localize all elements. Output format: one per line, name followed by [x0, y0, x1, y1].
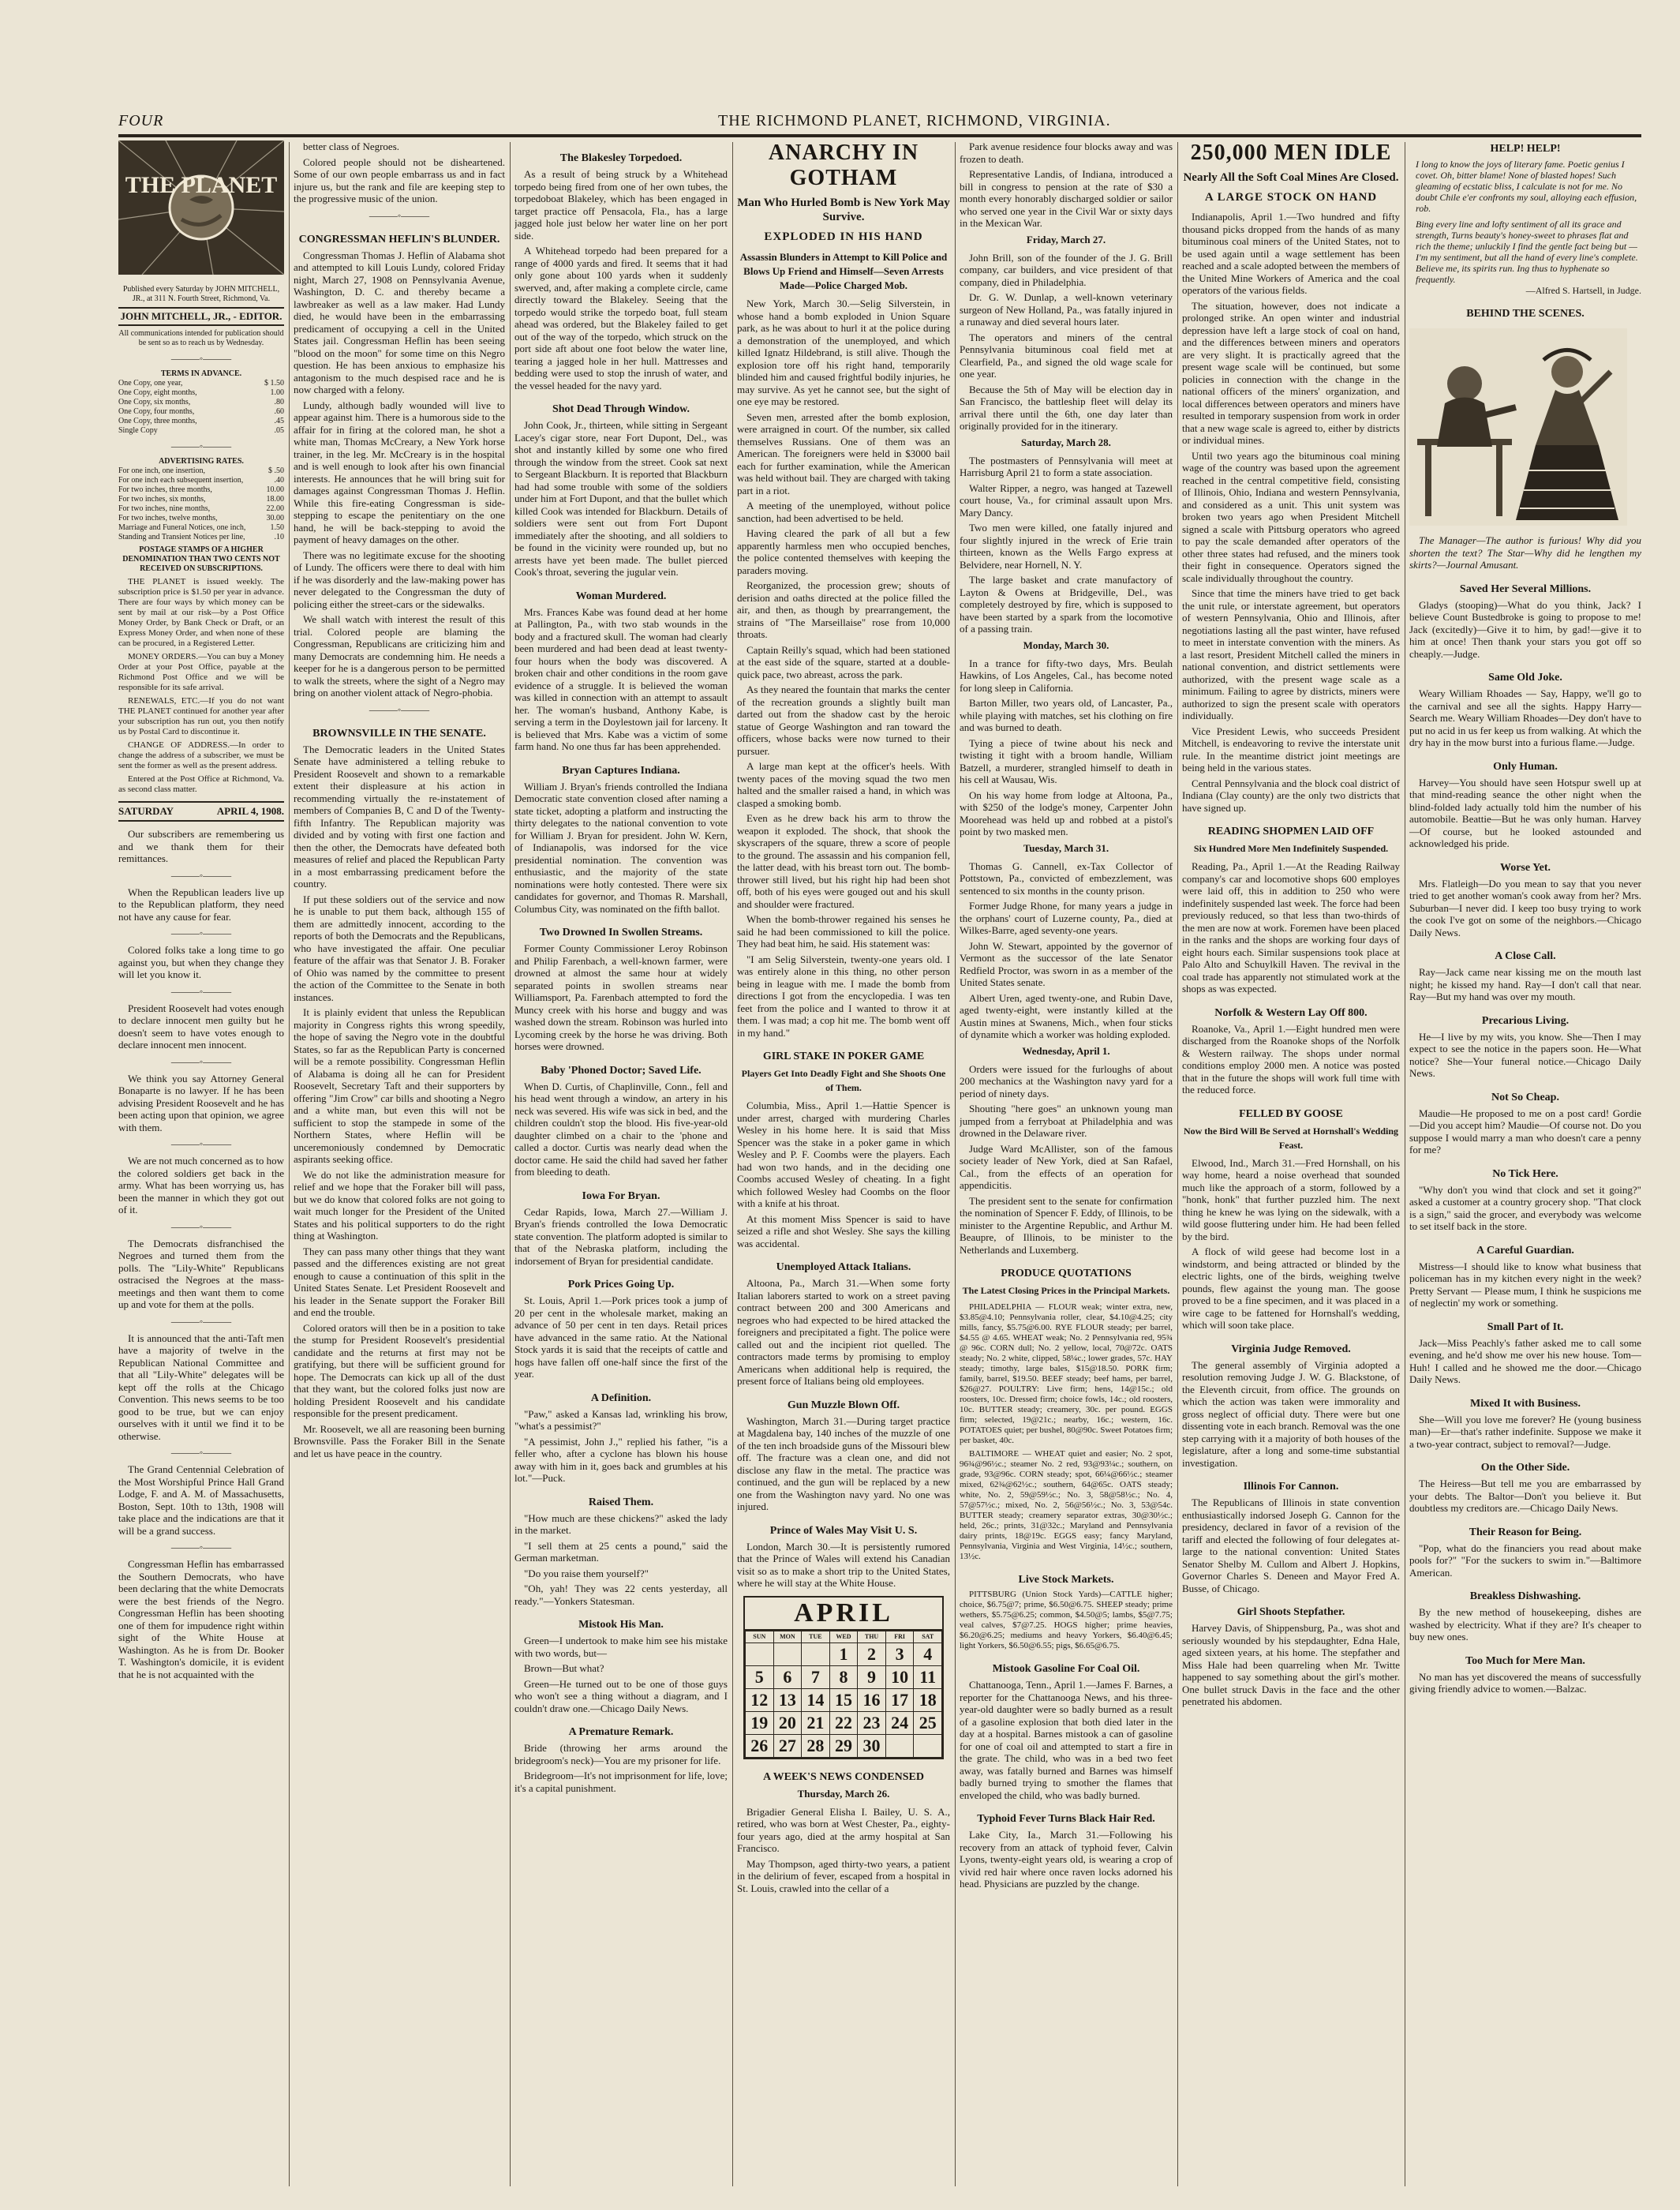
article-paragraph: The president sent to the senate for confirmation the nomination of Spencer F. Eddy, of Illinois, to be minister to the Argentine Republic, and Arthur M. Beaupre, of Illinois, to be minister to the Netherlands and Luxemberg.: [960, 1194, 1173, 1256]
article-headline: FELLED BY GOOSE: [1239, 1107, 1343, 1120]
april-calendar: [743, 1596, 944, 1759]
article-paragraph: Since that time the miners have tried to get back the unit rule, or interstate agreement, but operators of western Pennsylvania, Ohio and Illinois, after negotiations lasting all the past winter, have refused to meet in interstate convention with the miners. As a last resort, President Mitchell called the miners in national convention, and district settlements were authorized, with the present wage scale as a minimum. Failing to agree by districts, miners were authorized to sign the present scale with operators individually.: [1182, 587, 1400, 721]
calendar-week: 1 2 3 4: [746, 1643, 942, 1665]
article-headline: Norfolk & Western Lay Off 800.: [1214, 1006, 1368, 1019]
editor-line: JOHN MITCHELL, JR., - EDITOR.: [118, 307, 284, 326]
editorial-paragraph: The Grand Centennial Celebration of the Most Worshipful Prince Hall Grand Lodge, F. and A. M. of Massachusetts, Boston, Sept. 10th to 13th, 1908 will take place and the indications are that it will be a grand success.: [118, 1463, 284, 1537]
article-headline: Iowa For Bryan.: [582, 1189, 660, 1202]
article-paragraph: Reorganized, the procession grew; shouts of derision and oaths directed at the police filled the air, and then, as though by prearrangement, the strains of "The Marseillaise" rose from 10,000 throats.: [737, 579, 950, 640]
joke-text: Mrs. Flatleigh—Do you mean to say that you never tried to get another woman's cook away from her? Mrs. Suburban—I never did. I keep too busy trying to work the cook I've got on some of the neighbors.—Chicago Daily News.: [1409, 877, 1641, 938]
article-paragraph: Colored people should not be disheartened. Some of our own people embarrass us and in fact injure us, but the rank and file are keeping step to the progressive music of the union.: [294, 155, 505, 204]
column-rule: [289, 142, 290, 2186]
lead-headline: 250,000 MEN IDLE: [1190, 140, 1392, 165]
editorial-paragraph: We are not much concerned as to how the colored soldiers get back in the army. What has been worrying us, has been the manner in which they got out of it.: [118, 1155, 284, 1216]
article-headline: READING SHOPMEN LAID OFF: [1207, 826, 1375, 837]
market-paragraph: PHILADELPHIA — FLOUR weak; winter extra, new, $3.85@4.10; Pennsylvania roller, clear, $4.10@4.25; city mills, fancy, $5.75@6.00. RYE FLOUR steady; per barrel, $4.55 @ 4.65. WHEAT weak; No. 2 Pennsylvania red, 95¾ @ 96c. CORN dull; No. 2 yellow, local, 70@72c. OATS steady; No. 2 white, clipped, 58¼c.; lower grades, 57c. HAY steady; timothy, large bales, $15@18.50. PORK firm; family, barrel, $19.50. BEEF steady; beef hams, per barrel, $26@27. POULTRY: Live firm; hens, 14@15c.; old roosters, 10c. Dressed firm; choice fowls, 14c.; old roosters, 10c. BUTTER steady; creamery, 30c. per pound. EGGS firm; selected, 19@21c.; nearby, 16c.; western, 16c. POTATOES quiet; per bushel, 80@90c. Sweet Potatoes firm; per basket, 40c.: [960, 1302, 1173, 1445]
article-paragraph: Tying a piece of twine about his neck and twisting it tight with a broom handle, William Batzell, a murderer, strangled himself to death in his cell at Wausau, Wis.: [960, 736, 1173, 785]
article-headline: Illinois For Cannon.: [1243, 1481, 1339, 1493]
article-paragraph: A meeting of the unemployed, without police sanction, had been advertised to be held.: [737, 500, 950, 524]
article-headline: Live Stock Markets.: [1018, 1574, 1114, 1586]
article-headline: Gun Muzzle Blown Off.: [787, 1399, 900, 1411]
joke-text: The Heiress—But tell me you are embarrassed by your debts. The Baltor—Don't you believe it. But doubtless my creditors are.—Chicago Daily News.: [1409, 1478, 1641, 1514]
advertising-heading: ADVERTISING RATES.: [159, 457, 244, 466]
article-paragraph: Barton Miller, two years old, of Lancaster, Pa., while playing with matches, set his clothing on fire and was burned to death.: [960, 697, 1173, 733]
joke-text: Mistress—I should like to know what business that policeman has in my kitchen every night in the week? Pretty Servant — Please mum, I think he suspicions me of neglectin' my work or something.: [1409, 1260, 1641, 1309]
article-paragraph: The postmasters of Pennsylvania will meet at Harrisburg April 21 to form a state association.: [960, 454, 1173, 478]
lead-headline: ANARCHY IN GOTHAM: [768, 140, 919, 190]
article-paragraph: The general assembly of Virginia adopted a resolution removing Judge J. W. G. Blackstone, of the Eleventh circuit, from office. The grounds on which the action was taken were immorality and gross neglect of official duty. There were but one dissenting vote in each branch. Removal was the one step carrying with it a majority of both houses of the legislature, after a long and some-time substantial investigation.: [1182, 1358, 1400, 1469]
article-headline: GIRL STAKE IN POKER GAME: [762, 1051, 925, 1062]
joke-text: He—I live by my wits, you know. She—Then I may expect to see the notice in the papers soon. He—What notice? She—Your funeral notice.—Chicago Daily News.: [1409, 1030, 1641, 1079]
terms-row: One Copy, three months, .45: [118, 417, 284, 425]
article-headline: Virginia Judge Removed.: [1231, 1343, 1351, 1355]
article-paragraph: They can pass many other things that they want passed and the differences existing are not great enough to cause a continuation of this split in the United States Senate. Let President Roosevelt and his leader in the Senate support the Foraker Bill and end the trouble.: [294, 1245, 505, 1318]
editorial-paragraph: Colored folks take a long time to go against you, but when they change they will let you know it.: [118, 944, 284, 980]
page-number: FOUR: [118, 112, 164, 129]
column-5: [960, 140, 1173, 2193]
date-subhead: Wednesday, April 1.: [1022, 1044, 1110, 1057]
article-headline: Girl Shoots Stepfather.: [1237, 1606, 1345, 1618]
article-headline: BEHIND THE SCENES.: [1466, 308, 1585, 320]
calendar-week: 5 6 7 8 9 10 11: [746, 1665, 942, 1688]
article-paragraph: Former Judge Rhone, for many years a judge in the orphans' court of Luzerne county, Pa., died at Wilkes-Barre, aged seventy-one years.: [960, 900, 1173, 936]
calendar-week: 26 27 28 29 30: [746, 1734, 942, 1757]
advertising-row: Marriage and Funeral Notices, one inch, 1.50: [118, 523, 284, 532]
joke-headline: Only Human.: [1493, 760, 1558, 773]
joke-headline: Small Part of It.: [1487, 1320, 1564, 1333]
terms-row: One Copy, six months, .80: [118, 398, 284, 406]
joke-text: No man has yet discovered the means of successfully giving friendly advice to women.—Balzac.: [1409, 1670, 1641, 1695]
article-paragraph: Congressman Thomas J. Heflin of Alabama shot and attempted to kill Louis Lundy, colored Friday night, March 27, 1908 on Pennsylvania Avenue, Washington, D. C. and thereby became a lawbreaker as well as a law maker. Had Lundy died, he would have been in the embarrassing predicament of occupying a cell in the United States jail. Congressman Heflin has been seeing "blood on the moon" for some time on this Negro question. He has been anxious to emphasize his antagonism to the much despised race and he is now charged with a felony.: [294, 249, 505, 395]
article-paragraph: Brigadier General Elisha I. Bailey, U. S. A., retired, who was born at West Chester, Pa., eighty-four years ago, died at the army hospital at San Francisco.: [737, 1805, 950, 1854]
article-paragraph: John Cook, Jr., thirteen, while sitting in Sergeant Lacey's cigar store, near Fort Dupont, Del., was shot and instantly killed by some one who fired through the window from the street. Cook sat next to Sergeant Blackburn. It is reported that Blackburn had had some trouble with some of the soldiers under him at Fort Dupont, and that the bullet which killed Cook was intended for Blackburn. Details of soldiers were sent out from Fort Dupont immediately after the shooting, and all soldiers to be found in the vicinity were rounded up, but no arrests have yet been made. The bullet pierced Cook's throat, severing the jugular vein.: [514, 419, 728, 578]
terms-heading: TERMS IN ADVANCE.: [160, 369, 242, 378]
notice-paragraph: THE PLANET is issued weekly. The subscription price is $1.50 per year in advance. There are four ways by which money can be sent by mail at our risk—by a Post Office Money Order, by Bank Check or Draft, or an Express Money Order, and when none of these can be procured, in a Registered Letter.: [118, 577, 284, 648]
article-headline: A Premature Remark.: [568, 1726, 674, 1738]
market-paragraph: BALTIMORE — WHEAT quiet and easier; No. 2 spot, 96¾@96½c.; steamer No. 2 red, 93@93¼c.; southern, on grade, 93@96c. CORN steady; spot, 66¼@66½c.; steamer mixed, 62¾@62½c.; southern, 64@65c. OATS steady; white, No. 2, 59@59½c.; No. 3, 58@58½c.; No. 4, 57@57½c.; mixed, No. 2, 56@56½c.; No. 3, 53@54c. BUTTER steady; creamery separator extras, 30@30½c.; held, 26c.; prints, 31@32c.; Maryland and Pennsylvania dairy prints, 18@19c. EGGS easy; fancy Maryland, Pennsylvania, Virginia and West Virginia, 14½c.; southern, 13½c.: [960, 1449, 1173, 1561]
editorial-paragraph: The Democrats disfranchised the Negroes and turned them from the polls. The "Lily-White" Republicans ostracised the Negroes at the mass-meetings and then want them to come up and vote for them at the polls.: [118, 1237, 284, 1310]
article-paragraph: May Thompson, aged thirty-two years, a patient in the delirium of fever, escaped from a hospital in St. Louis, crawled into the cellar of a: [737, 1857, 950, 1894]
joke-text: Weary William Rhoades — Say, Happy, we'll go to the carnival and see all the sights. Happy Harry—Search me. Weary William Rhoades—Dey don't have to put no acid in us fer keep us from walking. At which the dry hay in the mow burst into a furious flame.—Judge.: [1409, 687, 1641, 748]
article-paragraph: A large man kept at the officer's heels. With twenty paces of the moving squad the two men halted and the smaller raised a hand, in which was clasped a smoking bomb.: [737, 760, 950, 809]
column-1: THE PLANET Published every Saturday by JOHN MITCHELL, JR., at 311 N. Fourth Street, Richmond, Va. JOHN MITCHELL, JR., - EDITOR. All communications intended for publication should be sent so as to reach us by Wednesday. ———◦——— TERMS IN ADVANCE. One Copy, one year, $ 1.50 One Copy, eight months, 1.00 One Copy, six months, .80 One Copy, four months, .60 One Copy, three months, .45 Single Copy .05 ———◦——— ADVERTISING RATES. For one inch, one insertion, $ .50 For one inch each subsequent insertion, .40 For two inches, three months, 10.00 For two inches, six months, 18.00 For two inches, nine months, 22.00 For two inches, twelve months, 30.00 Marriage and Funeral Notices, one inch, 1.50 Standing and Transient Notices per line, .10 POSTAGE STAMPS OF A HIGHER DENOMINATION THAN TWO CENTS NOT RECEIVED ON SUBSCRIPTIONS. THE PLANET is issued weekly. The subscription price is $1.50 per year in advance. There are four ways by which money can be sent by mail at our risk—by a Post Office Money Order, by Bank Check or Draft, or an Express Money Order, and when none of these can be procured, in a Registered Letter. MONEY ORDERS.—You can buy a Money Order at your Post Office, payable at the Richmond Post Office and we will be responsible for its safe arrival. RENEWALS, ETC.—If you do not want THE PLANET continued for another year after your subscription has run out, you then notify us by Postal Card to discontinue it. CHANGE OF ADDRESS.—In order to change the address of a subscriber, we must be sent the former as well as the present address. Entered at the Post Office at Richmond, Va. as second class matter. SATURDAY APRIL 4, 1908. Our subscribers are remembering us and we thank them for their remittances. ———◦——— When the Republican leaders live up to the Republican platform, they need not have any cause for fear. ———◦——— Colored folks take a long time to go against you, but when they change they will let you know it. ———◦——— President Roosevelt had votes enough to declare innocent men guilty but he doesn't seem to have votes enough to declare innocent men innocent. ———◦——— We think you say Attorney General Bonaparte is no lawyer. If he has been advising President Roosevelt and he has been acting upon that opinion, we agree with them. ———◦——— We are not much concerned as to how the colored soldiers get back in the army. What has been worrying us, has been the manner in which they got out of it. ———◦——— The Democrats disfranchised the Negroes and turned them from the polls. The "Lily-White" Republicans ostracised the Negroes at the mass-meetings and then want them to come up and vote for them at the polls. ———◦——— It is announced that the anti-Taft men have a majority of twelve in the Republican National Committee and that all "Lily-White" delegates will be kept off the rolls at the Chicago Convention. This news seems to be too good to be true, but we can enjoy ourselves with it until we find it to be otherwise. ———◦——— The Grand Centennial Celebration of the Most Worshipful Prince Hall Grand Lodge, F. and A. M. of Massachusetts, Boston, Sept. 10th to 13th, 1908 will take place and the indications are that it will be a grand success. ———◦——— Congressman Heflin has embarrassed the Southern Democrats, who have been declaring that the white Democrats were the best friends of the Negro. Congressman Heflin has been shooting one of them for impudence right within sight of the White House at Washington. As he is from Dr. Booker T. Washington's domicile, it is evident that he is not acquainted with the: [118, 140, 284, 2193]
column-6: [1182, 140, 1400, 2193]
article-paragraph: Representative Landis, of Indiana, introduced a bill in congress to pension at the rate of $30 a month every honorably discharged soldier or sailor who served one year in the Civil War or sixty days in the Mexican War.: [960, 168, 1173, 229]
article-paragraph: Brown—But what?: [524, 1662, 604, 1674]
advertising-table: [118, 457, 284, 542]
column-7: [1409, 140, 1641, 2193]
article-headline: Unemployed Attack Italians.: [776, 1261, 911, 1273]
joke-text: Maudie—He proposed to me on a post card! Gordie—Did you accept him? Maudie—Of course not. Do you suppose I would marry a man who doesn't care a penny for me?: [1409, 1107, 1641, 1156]
article-paragraph: When the bomb-thrower regained his senses he said he had been commissioned to kill the police. They had beat him, he said. His statement was:: [737, 913, 950, 950]
advertising-row: For two inches, nine months, 22.00: [118, 504, 284, 513]
column-4: [737, 140, 950, 2193]
joke-headline: Worse Yet.: [1499, 861, 1551, 874]
article-paragraph: Dr. G. W. Dunlap, a well-known veterinary surgeon of New Holland, Pa., was fatally injured in a runaway and died several hours later.: [960, 291, 1173, 328]
headline-deck: Man Who Hurled Bomb is New York May Survive.: [737, 197, 950, 223]
date-subhead: Monday, March 30.: [1023, 639, 1109, 651]
article-paragraph: Lake City, Ia., March 31.—Following his recovery from an attack of typhoid fever, Calvin Lyons, twenty-eight years old, is wearing a crop of vivid red hair where once raven locks adorned his head. Physicians are puzzled by the change.: [960, 1829, 1173, 1890]
article-paragraph: Washington, March 31.—During target practice at Magdalena bay, 140 inches of the muzzle of one of the ten inch broadside guns of the Missouri blew off. The fracture was a clean one, and did not disclose any flaw in the metal. The practice was continued, and the gun will be replaced by a new one from the Washington navy yard. No one was injured.: [737, 1414, 950, 1512]
article-headline: Woman Murdered.: [575, 590, 667, 602]
article-paragraph: On his way home from lodge at Altoona, Pa., with $250 of the lodge's money, Carpenter John Moorehead was held up and robbed at a pistol's point by two masked men.: [960, 788, 1173, 837]
column-rule: [510, 142, 511, 2186]
article-paragraph: John W. Stewart, appointed by the governor of Vermont as the successor of the late Senator Redfield Proctor, was sworn in as a member of the United States senate.: [960, 939, 1173, 988]
joke-headline: Too Much for Mere Man.: [1465, 1654, 1585, 1667]
column-rule: [955, 142, 956, 2186]
article-paragraph: Green—He turned out to be one of those guys who won't see a thing without a diagram, and I couldn't draw one.—Chicago Daily News.: [514, 1677, 728, 1714]
date-subhead: Thursday, March 26.: [797, 1787, 890, 1800]
article-paragraph: "Paw," asked a Kansas lad, wrinkling his brow, "what's a pessimist?": [514, 1407, 728, 1432]
article-paragraph: Mrs. Frances Kabe was found dead at her home at Pallington, Pa., with two stab wounds in the body and a fractured skull. The woman had clearly been murdered and had been dead at least twenty-four hours when the body was discovered. A broken chair and other conditions in the room gave evidence of a struggle. It is believed the woman was killed in connection with an attempt to assault her. The woman's husband, Anthony Kabe, is serving a term in the Doylestown jail for larceny. It is believed that Mrs. Kabe was a victim of some farm hand. No one thus far has been apprehended.: [514, 605, 728, 752]
article-paragraph: Captain Reilly's squad, which had been stationed at the east side of the square, started at a double-quick pace, two abreast, across the park.: [737, 643, 950, 680]
column-rule: [1177, 142, 1178, 2186]
article-paragraph: Lundy, although badly wounded will live to appear against him. There is a humorous side to the affair for in firing at the colored man, he shot a white man, Thomas McCreary, a New York horse trainer, in the leg. Mr. McCreary is in the hospital and is well enough to look after his own financial interests. He announces that he will bring suit for damages against Congressman Thomas J. Heflin. While this fire-eating Congressman is side-stepping to escape the penitentiary on the one hand, he will be back-stepping to avoid the payment of heavy damages on the other.: [294, 399, 505, 545]
article-paragraph: Chattanooga, Tenn., April 1.—James F. Barnes, a reporter for the Chattanooga News, and his three-year-old daughter were so badly burned as a result of a gasoline explosion that both died later in the day at a hospital. Barnes mistook a can of gasoline for one of coal oil and attempted to start a fire in the grate. The child, who was in a bed two feet away, was fatally burned and Barnes was himself badly burned trying to smother the flames that enveloped the child, who was badly burned.: [960, 1679, 1173, 1801]
editorial-paragraph: Our subscribers are remembering us and we thank them for their remittances.: [118, 828, 284, 864]
joke-headline: Saved Her Several Millions.: [1459, 582, 1592, 595]
article-paragraph: London, March 30.—It is persistently rumored that the Prince of Wales will extend his Canadian visit so as to make a short trip to the United States, where he will stay at the White House.: [737, 1540, 950, 1589]
article-headline: Bryan Captures Indiana.: [562, 764, 680, 777]
article-paragraph: The Democratic leaders in the United States Senate have administered a telling rebuke to President Roosevelt and shown to a remarkable extent their displeasure at his action in recommending virtually the re-instatement of members of Companies B, C and D of the Twenty-fifth Infantry. The Republican majority was divided and by voting with first one faction and then the other, the Democrats have defeated both measures of relief and placed the Republican Party in a most embarrassing predicament before the country.: [294, 743, 505, 890]
headline-deck: The Latest Closing Prices in the Principal Markets.: [962, 1285, 1170, 1296]
article-paragraph: Orders were issued for the furloughs of about 200 mechanics at the Washington navy yard for a period of ninety days.: [960, 1062, 1173, 1099]
article-paragraph: St. Louis, April 1.—Pork prices took a jump of 20 per cent in the wholesale market, making an advance of 50 per cent in ten days. Retail prices have advanced in the same ratio. At the National Stock yards it is said that the receipts of cattle and hogs have fallen off one-half since the first of the year.: [514, 1294, 728, 1380]
article-headline: A WEEK'S NEWS CONDENSED: [763, 1770, 924, 1783]
terms-table: [118, 369, 284, 436]
article-headline: Raised Them.: [588, 1496, 654, 1508]
article-headline: Shot Dead Through Window.: [552, 403, 690, 415]
terms-row: Single Copy .05: [118, 426, 284, 435]
issue-dateline: SATURDAY APRIL 4, 1908.: [118, 801, 284, 822]
article-paragraph: When D. Curtis, of Chaplinville, Conn., fell and his head went through a window, an artery in his neck was severed. His wife was sick in bed, and the children couldn't stop the blood. His five-year-old daughter climbed on a chair to the 'phone and called a doctor. Curtis was nearly dead when the doctor came. He said the child had saved her father from bleeding to death.: [514, 1080, 728, 1178]
article-paragraph: We shall watch with interest the result of this trial. Colored people are blaming the Congressman, Republicans are criticizing him and many Democrats are condemning him. He needs a keeper for he is a dangerous person to be permitted to walk the streets, where the sight of a Negro may bring on another violent attack of Negro-phobia.: [294, 613, 505, 699]
article-paragraph: Having cleared the park of all but a few apparently harmless men who occupied benches, the police contented themselves with keeping the paraders moving.: [737, 527, 950, 576]
calendar-week: 12 13 14 15 16 17 18: [746, 1688, 942, 1711]
article-paragraph: Bride (throwing her arms around the bridegroom's neck)—You are my prisoner for life.: [514, 1742, 728, 1766]
article-paragraph: If put these soldiers out of the service and now he is unable to put them back, although 155 of them are admittedly innocent, according to the reports of both the Democrats and the Republicans, who have investigated the affair. One peculiar feature of the affair was that Senator J. B. Foraker of Ohio was named by the committee to present the action of the Committee to the Senate in both instances.: [294, 893, 505, 1003]
advertising-row: Standing and Transient Notices per line, .10: [118, 533, 284, 541]
article-paragraph: Altoona, Pa., March 31.—When some forty Italian laborers started to work on a street paving contract between 200 and 300 Americans and negroes who had expected to be hired attacked the foreigners and precipitated a fight. The police were called out and the incipient riot quelled. The contractors made terms by promising to employ Americans when additional help is required, the present force of Italians being old employees.: [737, 1277, 950, 1387]
article-paragraph: At this moment Miss Spencer is said to have seized a rifle and shot Wesley. She says the killing was accidental.: [737, 1212, 950, 1249]
editorial-paragraph: Congressman Heflin has embarrassed the Southern Democrats, who have been declaring that the white Democrats were the best friends of the Negro. Congressman Heflin has been shooting one of them for impudence right within sight of the White House at Washington. As he is from Dr. Booker T. Washington's domicile, it is evident that he is not acquainted with the: [118, 1558, 284, 1680]
postage-note: POSTAGE STAMPS OF A HIGHER DENOMINATION THAN TWO CENTS NOT RECEIVED ON SUBSCRIPTIONS.: [122, 545, 280, 573]
headline-deck: Six Hundred More Men Indefinitely Suspended.: [1193, 843, 1389, 854]
advertising-row: For one inch each subsequent insertion, .40: [118, 476, 284, 485]
headline-deck: Players Get Into Deadly Fight and She Shoots One of Them.: [741, 1068, 946, 1093]
joke-text: She—Will you love me forever? He (young business man)—Er—that's rather indefinite. Suppose we make it a two-year contract, subject to removal?—Judge.: [1409, 1413, 1641, 1450]
published-line: Published every Saturday by JOHN MITCHELL, JR., at 311 N. Fourth Street, Richmond, Va.: [122, 285, 280, 303]
article-paragraph: Until two years ago the bituminous coal mining wage of the country was based upon the agreement reached in the central competitive field, consisting of Illinois, Ohio, Indiana and western Pennsylvania, and considered as a unit. This unit system was broken two years ago when President Mitchell signed a scale with Pittsburg operators who agreed to pay the scale demanded after operators of the other three states had refused, and the miners took their fight in consequence. Operators signed the scale individually throughout the country.: [1182, 449, 1400, 584]
advertising-row: For one inch, one insertion, $ .50: [118, 466, 284, 475]
advertising-row: For two inches, six months, 18.00: [118, 495, 284, 504]
article-paragraph: Columbia, Miss., April 1.—Hattie Spencer is under arrest, charged with murdering Charles Wesley in his home here. It is said that Miss Spencer was the stake in a poker game in which Wesley and P. F. Coombs were the players. Each had won two hands, and in the deciding one Coombs accused Wesley of cheating. In a fight which followed Wesley had Coombs on the floor with a knife at his throat.: [737, 1099, 950, 1209]
column-rule: [732, 142, 733, 2186]
date-subhead: Saturday, March 28.: [1021, 436, 1111, 448]
article-paragraph: As they neared the fountain that marks the center of the recreation grounds a slightly built man darted out from the shadow cast by the heroic statue of George Washington and ran toward the officers, whose backs were now turned to their pursuer.: [737, 684, 950, 757]
joke-headline: Not So Cheap.: [1491, 1091, 1559, 1103]
article-paragraph: Roanoke, Va., April 1.—Eight hundred men were discharged from the Roanoke shops of the Norfolk & Western railway. The shops under normal conditions employ 2000 men. A notice was posted that in the future the shops will work full time with the reduced force.: [1182, 1022, 1400, 1096]
editorial-paragraph: President Roosevelt had votes enough to declare innocent men guilty but he doesn't seem to have votes enough to declare innocent men innocent.: [118, 1002, 284, 1051]
header-rule: [118, 134, 1641, 137]
terms-row: One Copy, one year, $ 1.50: [118, 379, 284, 388]
article-paragraph: better class of Negroes.: [303, 140, 400, 152]
joke-text: Harvey—You should have seen Hotspur swell up at that mind-reading seance the other night when the blind-folded lady actually told him the number of his automobile. Beattie—But he was only human. Harvey—Of course, but he looked astounded and acknowledged his pride.: [1409, 776, 1641, 849]
article-paragraph: The Republicans of Illinois in state convention enthusiastically indorsed Joseph G. Cannon for the presidency, declared in favor of a revision of the tariff and elected the following of four delegates at-large to the national convention: United States Senator Shelby M. Cullom and Albert J. Hopkins, Governor Charles S. Deneen and Mayor Fred A. Busse, of Chicago.: [1182, 1496, 1400, 1594]
article-headline: Mistook His Man.: [578, 1619, 664, 1631]
date-subhead: Tuesday, March 31.: [1023, 841, 1109, 854]
article-paragraph: Reading, Pa., April 1.—At the Reading Railway company's car and locomotive shops 600 employes were laid off, this in addition to 250 who were indefinitely suspended last week. The force had been previously reduced, so that less than two-thirds of the men are now at work. Foremen have been placed in the ranks and the shops are working four days of eight hours each. Similar suspensions took place at Palo Alto and Schuylkill Haven. The revival in the coal trade has apparently not stimulated work at the shops as was expected.: [1182, 860, 1400, 994]
headline-deck: EXPLODED IN HIS HAND: [764, 230, 923, 243]
article-paragraph: The situation, however, does not indicate a prolonged strike. An open winter and industrial depression have left a large stock of coal on hand, and the differences between miners and operators are very slight. It is practically agreed that the present wage scale will be continued, but some policies in connection with the change in the national officers of the miners' organization, and local differences between operators and miners have resulted in temporary suspension from work in order that a new wage scale is agreed to, either by districts or individual mines.: [1182, 299, 1400, 446]
article-paragraph: Shouting "here goes" an unknown young man jumped from a ferryboat at Philadelphia and was drowned in the Delaware river.: [960, 1103, 1173, 1139]
article-paragraph: The operators and miners of the central Pennsylvania bituminous coal field met at Clearfield, Pa., and signed the old wage scale for one year.: [960, 331, 1173, 380]
article-paragraph: There was no legitimate excuse for the shooting of Lundy. The officers were there to deal with him if he was disorderly and the law-making power has never delegated to the Congressman the duty of policing either the street-cars or the sidewalks.: [294, 549, 505, 610]
poem-byline: —Alfred S. Hartsell, in Judge.: [1525, 285, 1641, 296]
advertising-row: For two inches, twelve months, 30.00: [118, 514, 284, 523]
notice-paragraph: CHANGE OF ADDRESS.—In order to change the address of a subscriber, we must be sent the former as well as the present address.: [118, 740, 284, 770]
cartoon-illustration: [1409, 328, 1627, 526]
article-paragraph: Indianapolis, April 1.—Two hundred and fifty thousand picks dropped from the hands of as many bituminous coal miners of the United States, not to be used again until a wage settlement has been reached and a scale adopted between the members of the United Mine Workers of America and the coal operators of the various fields.: [1182, 211, 1400, 296]
article-paragraph: Judge Ward McAllister, son of the famous society leader of New York, died at San Rafael, Cal., from the effects of an operation for appendicitis.: [960, 1142, 1173, 1191]
article-paragraph: We do not like the administration measure for relief and we hope that the Foraker bill will pass, but we do know that colored folks are not going to wait much longer for the President of the United States and his political supporters to do the right thing at Washington.: [294, 1168, 505, 1242]
headline-deck: Assassin Blunders in Attempt to Kill Police and Blows Up Friend and Himself—Seven Arrests Made—Police Charged Mob.: [739, 251, 948, 291]
joke-headline: Mixed It with Business.: [1469, 1397, 1581, 1410]
terms-row: One Copy, eight months, 1.00: [118, 388, 284, 397]
article-paragraph: "How much are these chickens?" asked the lady in the market.: [514, 1511, 728, 1536]
joke-text: By the new method of housekeeping, dishes are washed by electricity. What if they are? It's cheaper to buy new ones.: [1409, 1606, 1641, 1643]
article-paragraph: Even as he drew back his arm to throw the weapon it exploded. The shock, that shook the skyscrapers of the square, threw a score of people to the ground. The assassin and his companion fell, the latter dead, with his breast torn out. The bomb-thrower still lived, but his right hip had been shot off, both of his eyes were gouged out and his skull and shoulder were fractured.: [737, 812, 950, 910]
article-paragraph: As a result of being struck by a Whitehead torpedo being fired from one of her own tubes, the torpedoboat Blakeley, which has been engaged in target practice off Pensacola, Fla., has a large jagged hole just below her water line on her port side.: [514, 168, 728, 242]
communications-note: All communications intended for publication should be sent so as to reach us by Wednesday.: [118, 329, 284, 347]
joke-headline: Breakless Dishwashing.: [1469, 1590, 1581, 1602]
article-paragraph: Because the 5th of May will be election day in San Francisco, the battleship fleet will delay its arrival there until the 6th, one day later than originally provided for in the itinerary.: [960, 383, 1173, 432]
joke-headline: Precarious Living.: [1481, 1014, 1570, 1027]
article-headline: HELP! HELP!: [1490, 143, 1561, 155]
column-2: better class of Negroes. Colored people should not be disheartened. Some of our own people embarrass us and in fact injure us, but the rank and file are keeping step to the progressive music of the union. ———◦——— CONGRESSMAN HEFLIN'S BLUNDER. Congressman Thomas J. Heflin of Alabama shot and attempted to kill Louis Lundy, colored Friday night, March 27, 1908 on Pennsylvania Avenue, Washington, D. C. and thereby became a lawbreaker as well as a law maker. Had Lundy died, he would have been in the embarrassing predicament of occupying a cell in the United States jail. Congressman Heflin has been seeing "blood on the moon" for some time on this Negro question. He has been anxious to emphasize his antagonism to the much despised race and he is now charged with a felony. Lundy, although badly wounded will live to appear against him. There is a humorous side to the affair for in firing at the colored man, he shot a white man, Thomas McCreary, a New York horse trainer, in the leg. Mr. McCreary is in the hospital and is well enough to look after his own financial interests. He announces that he will bring suit for damages against Congressman Thomas J. Heflin. While this fire-eating Congressman is side-stepping to escape the penitentiary on the one hand, he will be back-stepping to avoid the payment of heavy damages on the other. There was no legitimate excuse for the shooting of Lundy. The officers were there to deal with him if he was disorderly and the law-making power has never delegated to the Congressman the duty of policing either the street-cars or the sidewalks. We shall watch with interest the result of this trial. Colored people are blaming the Congressman, Republicans are criticizing him and many Democrats are condemning him. He needs a keeper for he is a dangerous person to be permitted to walk the streets, where the sight of a Negro may bring on another violent attack of Negro-phobia. ———◦——— BROWNSVILLE IN THE SENATE. The Democratic leaders in the United States Senate have administered a telling rebuke to President Roosevelt and shown to a remarkable extent their displeasure at his action in recommending virtually the re-instatement of members of Companies B, C and D of the Twenty-fifth Infantry. The Republican majority was divided and by voting with first one faction and then the other, the Democrats have defeated both measures of relief and placed the Republican Party in a most embarrassing predicament before the country. If put these soldiers out of the service and now he is unable to put them back, although 155 of them are admittedly innocent, according to the reports of both the Democrats and the Republicans, who have investigated the affair. One peculiar feature of the affair was that Senator J. B. Foraker of Ohio was named by the committee to present the action of the Committee to the Senate in both instances. It is plainly evident that unless the Republican majority in Congress rights this wrong speedily, the hope of saving the Negro vote in the doubtful States, so far as the Republican Party is concerned will be a remote possibility. Congressman Heflin of Alabama is doing all he can for President Roosevelt, Secretary Taft and their supporters by offering "Jim Crow" car bills and shooting a Negro and a white man, but even this will not be sufficient to stop the stampede in some of the Northern States, where Heflin will be unceremoniously condemned by Democratic aspirants seeking office. We do not like the administration measure for relief and we hope that the Foraker bill will pass, but we do know that colored folks are not going to wait much longer for the President of the United States and his political supporters to do the right thing at Washington. They can pass many other things that they want passed and the differences existing are not great enough to cause a continuation of this split in the United States Senate. Let President Roosevelt and his leader in the Senate support the Foraker Bill and end the trouble. Colored orators will then be in a position to take the stump for President Roosevelt's presidential candidate and the returns at first may not be gratifying, but there will be sufficient ground for hope. The Democrats can kick up all of the dust that they want, but the colored folks just now are holding President Roosevelt and his candidate responsible for the present predicament. Mr. Roosevelt, we all are reasoning been burning Brownsville. Pass the Foraker Bill in the Senate and let us have peace in the country.: [294, 140, 505, 1459]
article-paragraph: New York, March 30.—Selig Silverstein, in whose hand a bomb exploded in Union Square park, as he was about to hurl it at the police during a demonstration of the unemployed, and which killed Ignatz Hildebrand, is still alive. Though the explosion tore off his right hand, temporarily blinded him and caused frightful bodily injuries, he may survive. As yet he cannot see, but the sight of one eye may be restored.: [737, 298, 950, 407]
article-paragraph: "I sell them at 25 cents a pound," said the German marketman.: [514, 1539, 728, 1564]
article-headline: Typhoid Fever Turns Black Hair Red.: [977, 1813, 1155, 1825]
cartoon-caption: The Manager—The author is furious! Why did you shorten the text? The Star—Why did he lengthen my skirts?—Journal Amusant.: [1409, 534, 1641, 571]
article-paragraph: John Brill, son of the founder of the J. G. Brill company, car builders, and vice president of that company, died in Philadelphia.: [960, 251, 1173, 288]
terms-row: One Copy, four months, .60: [118, 407, 284, 416]
article-paragraph: Albert Uren, aged twenty-one, and Rubin Dave, aged twenty-eight, were instantly killed at the Austin mines at Swanens, Mich., when four sticks of dynamite which a worker was holding exploded.: [960, 991, 1173, 1040]
article-headline: Two Drowned In Swollen Streams.: [539, 927, 703, 938]
joke-headline: Their Reason for Being.: [1469, 1526, 1582, 1538]
article-paragraph: Bridegroom—It's not imprisonment for life, love; it's a capital punishment.: [514, 1770, 728, 1794]
joke-text: Ray—Jack came near kissing me on the mouth last night; he kissed my hand. Ray—I don't call that near. Ray—But my hand was over my mouth.: [1409, 966, 1641, 1002]
calendar-week: 19 20 21 22 23 24 25: [746, 1711, 942, 1734]
advertising-row: For two inches, three months, 10.00: [118, 485, 284, 494]
joke-text: Gladys (stooping)—What do you think, Jack? I believe Count Bustedbroke is going to propose to me! Jack (excitedly)—Give it to him, by gad!—give it to him at once! Then thank your stars you got off so cheaply.—Judge.: [1409, 598, 1641, 660]
article-paragraph: Mr. Roosevelt, we all are reasoning been burning Brownsville. Pass the Foraker Bill in the Senate and let us have peace in the country.: [294, 1422, 505, 1459]
article-headline: Pork Prices Going Up.: [567, 1279, 675, 1290]
article-paragraph: Colored orators will then be in a position to take the stump for President Roosevelt's presidential candidate and the returns at first may not be gratifying, but there will be sufficient ground for hope. The Democrats can kick up all of the dust that they want, but the colored folks just now are holding President Roosevelt and his candidate responsible for the present predicament.: [294, 1321, 505, 1419]
joke-text: "Pop, what do the financiers you read about make pools for?" "For the suckers to swim in."—Baltimore American.: [1409, 1541, 1641, 1579]
joke-headline: A Careful Guardian.: [1476, 1244, 1574, 1257]
calendar-title: APRIL: [745, 1598, 942, 1631]
headline-deck: A LARGE STOCK ON HAND: [1204, 191, 1378, 204]
article-paragraph: Walter Ripper, a negro, was hanged at Tazewell court house, Va., for criminal assault upon Mrs. Mary Dancy.: [960, 481, 1173, 519]
article-headline: Mistook Gasoline For Coal Oil.: [992, 1663, 1140, 1675]
article-paragraph: The large basket and crate manufactory of Layton & Owens at Bridgeville, Del., was completely destroyed by fire, which is supposed to have been started by a spark from the locomotive of a passing train.: [960, 574, 1173, 635]
headline-deck: Now the Bird Will Be Served at Hornshall's Wedding Feast.: [1183, 1125, 1399, 1151]
joke-headline: A Close Call.: [1495, 950, 1556, 962]
article-paragraph: Green—I undertook to make him see his mistake with two words, but—: [514, 1635, 728, 1659]
article-paragraph: "Oh, yah! They was 22 cents yesterday, all ready."—Yonkers Statesman.: [514, 1583, 728, 1607]
date-subhead: Friday, March 27.: [1026, 233, 1106, 245]
page-header: [118, 112, 1641, 136]
logo-text: THE PLANET: [125, 172, 278, 198]
article-paragraph: A flock of wild geese had become lost in a windstorm, and being attracted or blinded by the electric lights, one of the birds, weighing twelve pounds, flew against the young man. The goose proved to be a fine specimen, and it was placed in a wire cage to be fattened for Hornshall's wedding, which will soon take place.: [1182, 1245, 1400, 1331]
editorial-paragraph: It is announced that the anti-Taft men have a majority of twelve in the Republican National Committee and that all "Lily-White" delegates will be kept off the rolls at the Chicago Convention. This news seems to be too good to be true, but we can enjoy ourselves with it until we find it to be otherwise.: [118, 1332, 284, 1442]
article-paragraph: Cedar Rapids, Iowa, March 27.—William J. Bryan's friends controlled the Iowa Democratic state convention. The platform adopted is similar to that of the Nebraska platform, including the indorsement of Bryan for presidential candidate.: [514, 1205, 728, 1267]
planet-logo: [118, 140, 284, 275]
editorial-paragraph: When the Republican leaders live up to the Republican platform, they need not have any cause for fear.: [118, 886, 284, 923]
article-paragraph: Former County Commissioner Leroy Robinson and Philip Farenbach, a well-known farmer, were drowned at almost the same hour at widely separated points in swollen streams near Williamsport, Pa. Farenbach attempted to ford the Muncy creek with his horse and buggy and was washed down the stream. Robinson was hurled into Lycoming creek by the horse he was driving. Both horses were drowned.: [514, 942, 728, 1052]
article-headline: BROWNSVILLE IN THE SENATE.: [312, 727, 486, 740]
article-paragraph: Central Pennsylvania and the block coal district of Indiana (Clay county) are the only two districts that have signed up.: [1182, 777, 1400, 814]
joke-headline: No Tick Here.: [1492, 1167, 1558, 1180]
article-paragraph: Park avenue residence four blocks away and was frozen to death.: [960, 140, 1173, 165]
notice-paragraph: RENEWALS, ETC.—If you do not want THE PLANET continued for another year after your subscription has run out, you then notify us by Postal Card to discontinue it.: [118, 696, 284, 736]
joke-text: "Why don't you wind that clock and set it going?" asked a customer at a country grocery shop. "That clock is a sign," said the grocer, and everybody was welcome to set itself back in the store.: [1409, 1183, 1641, 1232]
article-headline: PRODUCE QUOTATIONS: [1001, 1268, 1132, 1279]
article-paragraph: "I am Selig Silverstein, twenty-one years old. I was entirely alone in this thing, no other person being in league with me. I made the bomb from directions I got from the encyclopedia. I was ten feet from the police and I wanted to throw it at them. I was mad; a cop hit me. The bomb went off in my hand.": [737, 953, 950, 1039]
joke-text: Jack—Miss Peachly's father asked me to call some evening, and he'd show me over his new house. Tom—Huh! I called and he showed me the door.—Chicago Daily News.: [1409, 1336, 1641, 1385]
article-paragraph: Vice President Lewis, who succeeds President Mitchell, is endeavoring to revive the interstate unit rule. In the meantime district joint meetings are being held in the various states.: [1182, 725, 1400, 774]
article-paragraph: "A pessimist, John J.," replied his father, "is a feller who, after a cyclone has blown his house away with him in it, goes back and grumbles at his lot."—Puck.: [514, 1435, 728, 1484]
poem-stanza: I long to know the joys of literary fame. Poetic genius I covet. Oh, bitter blame! None of blasted hopes! Such gleaming of ecstatic bliss, I calculate is not for me. No doubt Chile e'er confronts my soul, alloying each effusion, rob.: [1416, 159, 1637, 214]
article-paragraph: It is plainly evident that unless the Republican majority in Congress rights this wrong speedily, the hope of saving the Negro vote in the doubtful States, so far as the Republican Party is concerned will be a remote possibility. Congressman Heflin of Alabama is doing all he can for President Roosevelt, Secretary Taft and their supporters by offering "Jim Crow" car bills and shooting a Negro and a white man, but even this will not be sufficient to stop the stampede in some of the Northern States, where Heflin will be unceremoniously condemned by Democratic aspirants seeking office.: [294, 1006, 505, 1165]
market-paragraph: PITTSBURG (Union Stock Yards)—CATTLE higher; choice, $6.75@7; prime, $6.50@6.75. SHEEP steady; prime wethers, $5.75@6.25; common, $4.50@5; lambs, $5@7.75; veal calves, $7@7.25. HOGS higher; prime heavies, $6.20@6.25; mediums and heavy Yorkers, $6.40@6.45; light Yorkers, $6.50@6.55; pigs, $6.65@6.75.: [960, 1590, 1173, 1650]
calendar-days-header: SUN MON TUE WED THU FRI SAT: [746, 1631, 942, 1643]
article-paragraph: Harvey Davis, of Shippensburg, Pa., was shot and seriously wounded by his stepdaughter, Edna Hale, aged sixteen years, at his home. The stepfather and Miss Hale had been quarreling when Mr. Twitte happened to say something about the girl's mother. One bullet struck Davis in the face and the other penetrated his abdomen.: [1182, 1622, 1400, 1707]
article-headline: A Definition.: [590, 1392, 652, 1404]
editorial-paragraph: We think you say Attorney General Bonaparte is no lawyer. If he has been advising President Roosevelt and he has been acting upon that opinion, we agree with them.: [118, 1072, 284, 1133]
article-headline: The Blakesley Torpedoed.: [559, 152, 683, 164]
article-paragraph: In a trance for fifty-two days, Mrs. Beulah Hawkins, of Los Angeles, Cal., has become noted for long sleep in California.: [960, 657, 1173, 694]
article-paragraph: "Do you raise them yourself?": [524, 1567, 649, 1579]
article-paragraph: A Whitehead torpedo had been prepared for a range of 4000 yards and fired. It seems that it had only gone about 100 yards when it suddenly swerved, and, after making a complete circle, came directly toward the Blakeley. Seeing that the torpedo would strike the torpedo boat, full steam ahead was ordered, but the Blakeley failed to get out of the way of the torpedo, which struck on the port side aft about one foot below the water line, tearing a jagged hole in her hull. Mattresses and bedding were used to stop the inrush of water, and the vessel headed for the navy yard.: [514, 245, 728, 391]
article-paragraph: Thomas G. Cannell, ex-Tax Collector of Pottstown, Pa., convicted of embezzlement, was sentenced to six months in the county prison.: [960, 860, 1173, 897]
article-paragraph: Two men were killed, one fatally injured and four slightly injured in the wreck of Erie train thirteen, known as the Wells Fargo express at Belvidere, near Hornell, N. Y.: [960, 522, 1173, 571]
joke-headline: On the Other Side.: [1480, 1462, 1570, 1474]
joke-headline: Same Old Joke.: [1488, 672, 1562, 684]
notice-paragraph: MONEY ORDERS.—You can buy a Money Order at your Post Office, payable at the Richmond Post Office and we will be responsible for its safe arrival.: [118, 652, 284, 692]
article-headline: Prince of Wales May Visit U. S.: [769, 1524, 918, 1537]
article-headline: CONGRESSMAN HEFLIN'S BLUNDER.: [298, 233, 500, 245]
newspaper-name: THE RICHMOND PLANET, RICHMOND, VIRGINIA.: [718, 112, 1111, 129]
column-3: [514, 140, 728, 2193]
headline-deck: Nearly All the Soft Coal Mines Are Closed.: [1183, 171, 1399, 184]
article-paragraph: Elwood, Ind., March 31.—Fred Hornshall, on his way home, heard a noise overhead that sounded much like the approach of a storm, followed by a "honk, honk" that further puzzled him. The next thing he knew he was lying on the sidewalk, with a wild goose fluttering under him. He had been felled by the bird.: [1182, 1156, 1400, 1242]
article-paragraph: Seven men, arrested after the bomb explosion, were arraigned in court. Of the number, six called themselves Russians. One of them was an American. The foreigners were held in $3000 bail each for further examination, while the American was held without bail. They are charged with taking part in a riot.: [737, 410, 950, 496]
notice-paragraph: Entered at the Post Office at Richmond, Va. as second class matter.: [118, 774, 284, 794]
article-headline: Baby 'Phoned Doctor; Saved Life.: [541, 1064, 702, 1077]
poem-stanza: Bing every line and lofty sentiment of all its grace and strength, Turns beauty's honey-sweet to phrases flat and rich the theme; unluckily I find the gentle fact being but — I'm my sentiment, but all the hand of every line's complete. Believe me, its spirits run. Ing thus to hyphenate so frequently.: [1416, 219, 1638, 285]
article-paragraph: William J. Bryan's friends controlled the Indiana Democratic state convention closed after naming a state ticket, adopting a platform and instructing the thirty delegates to the national convention to vote for William J. Bryan for president. John W. Kern, of Indianapolis, was indorsed for the vice presidential nomination. The convention was enthusiastic, and the majority of the state nominations were hotly contested. There were six candidates for governor, and Thomas R. Marshall, Columbus City, was nominated on the fifth ballot.: [514, 780, 728, 915]
